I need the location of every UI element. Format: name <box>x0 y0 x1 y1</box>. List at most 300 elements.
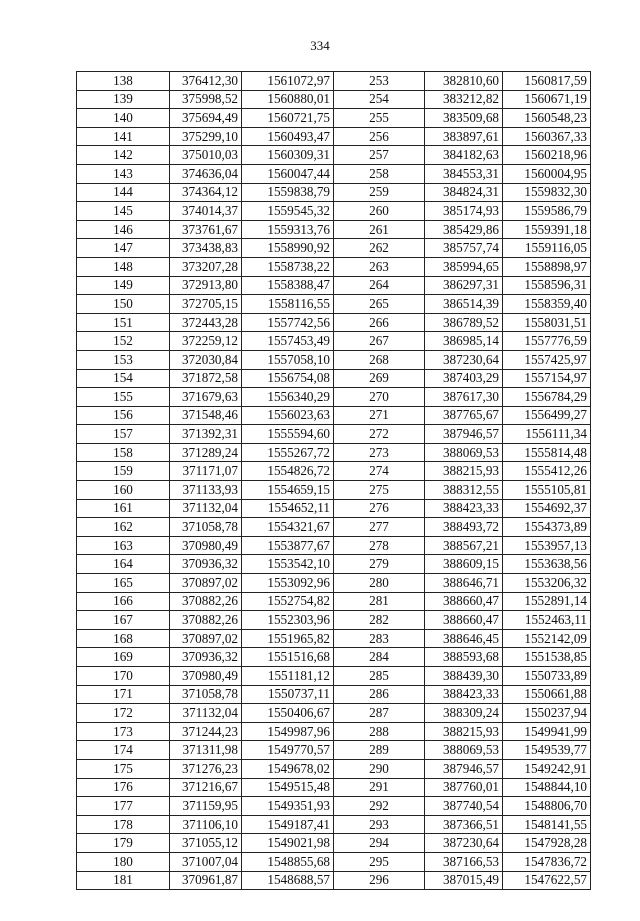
point-number-cell: 275 <box>334 481 425 500</box>
table-row <box>77 443 591 462</box>
y-coordinate-cell: 1560671,19 <box>503 90 591 109</box>
x-coordinate-cell: 370980,49 <box>170 536 242 555</box>
x-coordinate-cell: 385429,86 <box>425 220 503 239</box>
x-coordinate-cell: 388215,93 <box>425 462 503 481</box>
x-coordinate-cell: 371276,23 <box>170 759 242 778</box>
y-coordinate-cell: 1559391,18 <box>503 220 591 239</box>
point-number-cell: 263 <box>334 257 425 276</box>
x-coordinate-cell: 387765,67 <box>425 406 503 425</box>
y-coordinate-cell: 1560493,47 <box>242 127 334 146</box>
table-row <box>77 481 591 500</box>
table-row <box>77 313 591 332</box>
point-number-cell: 278 <box>334 536 425 555</box>
point-number-cell: 256 <box>334 127 425 146</box>
point-number-cell: 265 <box>334 295 425 314</box>
table-row <box>77 648 591 667</box>
table-row <box>77 871 591 890</box>
y-coordinate-cell: 1552303,96 <box>242 611 334 630</box>
table-row <box>77 90 591 109</box>
x-coordinate-cell: 371058,78 <box>170 518 242 537</box>
x-coordinate-cell: 387166,53 <box>425 852 503 871</box>
table-row <box>77 555 591 574</box>
table-row <box>77 425 591 444</box>
x-coordinate-cell: 388309,24 <box>425 704 503 723</box>
x-coordinate-cell: 371216,67 <box>170 778 242 797</box>
point-number-cell: 260 <box>334 202 425 221</box>
x-coordinate-cell: 370897,02 <box>170 629 242 648</box>
y-coordinate-cell: 1556784,29 <box>503 388 591 407</box>
x-coordinate-cell: 371159,95 <box>170 797 242 816</box>
point-number-cell: 149 <box>77 276 170 295</box>
table-row <box>77 202 591 221</box>
y-coordinate-cell: 1559586,79 <box>503 202 591 221</box>
x-coordinate-cell: 371244,23 <box>170 722 242 741</box>
point-number-cell: 261 <box>334 220 425 239</box>
y-coordinate-cell: 1556499,27 <box>503 406 591 425</box>
table-row <box>77 239 591 258</box>
x-coordinate-cell: 371007,04 <box>170 852 242 871</box>
x-coordinate-cell: 384824,31 <box>425 183 503 202</box>
point-number-cell: 174 <box>77 741 170 760</box>
table-row <box>77 778 591 797</box>
y-coordinate-cell: 1554826,72 <box>242 462 334 481</box>
y-coordinate-cell: 1557453,49 <box>242 332 334 351</box>
y-coordinate-cell: 1554652,11 <box>242 499 334 518</box>
table-row <box>77 815 591 834</box>
y-coordinate-cell: 1549539,77 <box>503 741 591 760</box>
x-coordinate-cell: 371132,04 <box>170 499 242 518</box>
y-coordinate-cell: 1552142,09 <box>503 629 591 648</box>
y-coordinate-cell: 1551516,68 <box>242 648 334 667</box>
x-coordinate-cell: 388567,21 <box>425 536 503 555</box>
y-coordinate-cell: 1560721,75 <box>242 109 334 128</box>
x-coordinate-cell: 384182,63 <box>425 146 503 165</box>
x-coordinate-cell: 374364,12 <box>170 183 242 202</box>
y-coordinate-cell: 1557058,10 <box>242 350 334 369</box>
y-coordinate-cell: 1558031,51 <box>503 313 591 332</box>
y-coordinate-cell: 1557425,97 <box>503 350 591 369</box>
x-coordinate-cell: 373761,67 <box>170 220 242 239</box>
point-number-cell: 170 <box>77 667 170 686</box>
x-coordinate-cell: 372030,84 <box>170 350 242 369</box>
y-coordinate-cell: 1557154,97 <box>503 369 591 388</box>
y-coordinate-cell: 1559838,79 <box>242 183 334 202</box>
point-number-cell: 258 <box>334 164 425 183</box>
point-number-cell: 288 <box>334 722 425 741</box>
y-coordinate-cell: 1555412,26 <box>503 462 591 481</box>
point-number-cell: 175 <box>77 759 170 778</box>
table-row <box>77 611 591 630</box>
point-number-cell: 164 <box>77 555 170 574</box>
y-coordinate-cell: 1553542,10 <box>242 555 334 574</box>
x-coordinate-cell: 387015,49 <box>425 871 503 890</box>
y-coordinate-cell: 1559116,05 <box>503 239 591 258</box>
x-coordinate-cell: 370897,02 <box>170 574 242 593</box>
y-coordinate-cell: 1560004,95 <box>503 164 591 183</box>
y-coordinate-cell: 1553638,56 <box>503 555 591 574</box>
point-number-cell: 178 <box>77 815 170 834</box>
y-coordinate-cell: 1560218,96 <box>503 146 591 165</box>
y-coordinate-cell: 1548806,70 <box>503 797 591 816</box>
coordinates-table <box>76 71 591 890</box>
point-number-cell: 294 <box>334 834 425 853</box>
point-number-cell: 139 <box>77 90 170 109</box>
table-row <box>77 406 591 425</box>
y-coordinate-cell: 1555105,81 <box>503 481 591 500</box>
point-number-cell: 287 <box>334 704 425 723</box>
y-coordinate-cell: 1558388,47 <box>242 276 334 295</box>
x-coordinate-cell: 386297,31 <box>425 276 503 295</box>
x-coordinate-cell: 388660,47 <box>425 611 503 630</box>
y-coordinate-cell: 1550661,88 <box>503 685 591 704</box>
point-number-cell: 162 <box>77 518 170 537</box>
y-coordinate-cell: 1560880,01 <box>242 90 334 109</box>
x-coordinate-cell: 371679,63 <box>170 388 242 407</box>
point-number-cell: 290 <box>334 759 425 778</box>
table-row <box>77 462 591 481</box>
point-number-cell: 284 <box>334 648 425 667</box>
x-coordinate-cell: 370882,26 <box>170 611 242 630</box>
y-coordinate-cell: 1559832,30 <box>503 183 591 202</box>
point-number-cell: 161 <box>77 499 170 518</box>
x-coordinate-cell: 387403,29 <box>425 369 503 388</box>
table-row <box>77 109 591 128</box>
x-coordinate-cell: 372705,15 <box>170 295 242 314</box>
y-coordinate-cell: 1559313,76 <box>242 220 334 239</box>
x-coordinate-cell: 370882,26 <box>170 592 242 611</box>
y-coordinate-cell: 1554321,67 <box>242 518 334 537</box>
point-number-cell: 269 <box>334 369 425 388</box>
point-number-cell: 151 <box>77 313 170 332</box>
y-coordinate-cell: 1551181,12 <box>242 667 334 686</box>
table-row <box>77 183 591 202</box>
point-number-cell: 157 <box>77 425 170 444</box>
table-row <box>77 388 591 407</box>
table-row <box>77 722 591 741</box>
x-coordinate-cell: 372443,28 <box>170 313 242 332</box>
x-coordinate-cell: 375299,10 <box>170 127 242 146</box>
y-coordinate-cell: 1558898,97 <box>503 257 591 276</box>
point-number-cell: 177 <box>77 797 170 816</box>
x-coordinate-cell: 386789,52 <box>425 313 503 332</box>
table-row <box>77 704 591 723</box>
x-coordinate-cell: 371548,46 <box>170 406 242 425</box>
point-number-cell: 272 <box>334 425 425 444</box>
point-number-cell: 150 <box>77 295 170 314</box>
y-coordinate-cell: 1553092,96 <box>242 574 334 593</box>
point-number-cell: 295 <box>334 852 425 871</box>
x-coordinate-cell: 372259,12 <box>170 332 242 351</box>
point-number-cell: 271 <box>334 406 425 425</box>
point-number-cell: 293 <box>334 815 425 834</box>
point-number-cell: 146 <box>77 220 170 239</box>
y-coordinate-cell: 1554659,15 <box>242 481 334 500</box>
point-number-cell: 163 <box>77 536 170 555</box>
point-number-cell: 266 <box>334 313 425 332</box>
y-coordinate-cell: 1552463,11 <box>503 611 591 630</box>
x-coordinate-cell: 374014,37 <box>170 202 242 221</box>
x-coordinate-cell: 387946,57 <box>425 425 503 444</box>
point-number-cell: 291 <box>334 778 425 797</box>
x-coordinate-cell: 388609,15 <box>425 555 503 574</box>
x-coordinate-cell: 371289,24 <box>170 443 242 462</box>
y-coordinate-cell: 1560309,31 <box>242 146 334 165</box>
y-coordinate-cell: 1558738,22 <box>242 257 334 276</box>
point-number-cell: 142 <box>77 146 170 165</box>
x-coordinate-cell: 387617,30 <box>425 388 503 407</box>
x-coordinate-cell: 372913,80 <box>170 276 242 295</box>
point-number-cell: 289 <box>334 741 425 760</box>
table-row <box>77 667 591 686</box>
point-number-cell: 262 <box>334 239 425 258</box>
y-coordinate-cell: 1548688,57 <box>242 871 334 890</box>
x-coordinate-cell: 387946,57 <box>425 759 503 778</box>
y-coordinate-cell: 1558596,31 <box>503 276 591 295</box>
y-coordinate-cell: 1550737,11 <box>242 685 334 704</box>
y-coordinate-cell: 1552891,14 <box>503 592 591 611</box>
point-number-cell: 171 <box>77 685 170 704</box>
y-coordinate-cell: 1557776,59 <box>503 332 591 351</box>
x-coordinate-cell: 383212,82 <box>425 90 503 109</box>
y-coordinate-cell: 1556754,08 <box>242 369 334 388</box>
point-number-cell: 180 <box>77 852 170 871</box>
point-number-cell: 169 <box>77 648 170 667</box>
x-coordinate-cell: 388312,55 <box>425 481 503 500</box>
x-coordinate-cell: 388215,93 <box>425 722 503 741</box>
x-coordinate-cell: 388439,30 <box>425 667 503 686</box>
x-coordinate-cell: 370936,32 <box>170 555 242 574</box>
y-coordinate-cell: 1548141,55 <box>503 815 591 834</box>
x-coordinate-cell: 374636,04 <box>170 164 242 183</box>
x-coordinate-cell: 388423,33 <box>425 685 503 704</box>
y-coordinate-cell: 1555594,60 <box>242 425 334 444</box>
table-row <box>77 146 591 165</box>
point-number-cell: 283 <box>334 629 425 648</box>
point-number-cell: 155 <box>77 388 170 407</box>
point-number-cell: 176 <box>77 778 170 797</box>
x-coordinate-cell: 375998,52 <box>170 90 242 109</box>
x-coordinate-cell: 387230,64 <box>425 350 503 369</box>
y-coordinate-cell: 1549515,48 <box>242 778 334 797</box>
y-coordinate-cell: 1559545,32 <box>242 202 334 221</box>
point-number-cell: 143 <box>77 164 170 183</box>
x-coordinate-cell: 371392,31 <box>170 425 242 444</box>
x-coordinate-cell: 387230,64 <box>425 834 503 853</box>
point-number-cell: 281 <box>334 592 425 611</box>
y-coordinate-cell: 1554373,89 <box>503 518 591 537</box>
x-coordinate-cell: 385757,74 <box>425 239 503 258</box>
y-coordinate-cell: 1561072,97 <box>242 72 334 91</box>
table-row <box>77 592 591 611</box>
point-number-cell: 138 <box>77 72 170 91</box>
y-coordinate-cell: 1548855,68 <box>242 852 334 871</box>
point-number-cell: 167 <box>77 611 170 630</box>
point-number-cell: 267 <box>334 332 425 351</box>
point-number-cell: 160 <box>77 481 170 500</box>
table-row <box>77 629 591 648</box>
y-coordinate-cell: 1550237,94 <box>503 704 591 723</box>
x-coordinate-cell: 371133,93 <box>170 481 242 500</box>
y-coordinate-cell: 1550733,89 <box>503 667 591 686</box>
y-coordinate-cell: 1558990,92 <box>242 239 334 258</box>
point-number-cell: 282 <box>334 611 425 630</box>
point-number-cell: 273 <box>334 443 425 462</box>
y-coordinate-cell: 1555267,72 <box>242 443 334 462</box>
point-number-cell: 158 <box>77 443 170 462</box>
x-coordinate-cell: 388423,33 <box>425 499 503 518</box>
y-coordinate-cell: 1558359,40 <box>503 295 591 314</box>
x-coordinate-cell: 370961,87 <box>170 871 242 890</box>
y-coordinate-cell: 1560367,33 <box>503 127 591 146</box>
point-number-cell: 154 <box>77 369 170 388</box>
point-number-cell: 166 <box>77 592 170 611</box>
y-coordinate-cell: 1556340,29 <box>242 388 334 407</box>
x-coordinate-cell: 370936,32 <box>170 648 242 667</box>
point-number-cell: 285 <box>334 667 425 686</box>
point-number-cell: 181 <box>77 871 170 890</box>
x-coordinate-cell: 385994,65 <box>425 257 503 276</box>
x-coordinate-cell: 375694,49 <box>170 109 242 128</box>
table-row <box>77 759 591 778</box>
x-coordinate-cell: 373438,83 <box>170 239 242 258</box>
point-number-cell: 257 <box>334 146 425 165</box>
point-number-cell: 152 <box>77 332 170 351</box>
y-coordinate-cell: 1549021,98 <box>242 834 334 853</box>
x-coordinate-cell: 371106,10 <box>170 815 242 834</box>
y-coordinate-cell: 1547836,72 <box>503 852 591 871</box>
table-row <box>77 350 591 369</box>
point-number-cell: 141 <box>77 127 170 146</box>
y-coordinate-cell: 1560047,44 <box>242 164 334 183</box>
x-coordinate-cell: 383897,61 <box>425 127 503 146</box>
point-number-cell: 286 <box>334 685 425 704</box>
y-coordinate-cell: 1552754,82 <box>242 592 334 611</box>
table-row <box>77 164 591 183</box>
point-number-cell: 268 <box>334 350 425 369</box>
point-number-cell: 165 <box>77 574 170 593</box>
x-coordinate-cell: 388069,53 <box>425 741 503 760</box>
x-coordinate-cell: 371055,12 <box>170 834 242 853</box>
table-row <box>77 574 591 593</box>
point-number-cell: 296 <box>334 871 425 890</box>
y-coordinate-cell: 1560817,59 <box>503 72 591 91</box>
point-number-cell: 270 <box>334 388 425 407</box>
coordinates-table-body <box>77 72 591 890</box>
y-coordinate-cell: 1549678,02 <box>242 759 334 778</box>
x-coordinate-cell: 371171,07 <box>170 462 242 481</box>
x-coordinate-cell: 371872,58 <box>170 369 242 388</box>
x-coordinate-cell: 373207,28 <box>170 257 242 276</box>
y-coordinate-cell: 1551965,82 <box>242 629 334 648</box>
point-number-cell: 274 <box>334 462 425 481</box>
point-number-cell: 253 <box>334 72 425 91</box>
y-coordinate-cell: 1549941,99 <box>503 722 591 741</box>
point-number-cell: 277 <box>334 518 425 537</box>
y-coordinate-cell: 1549187,41 <box>242 815 334 834</box>
page-number: 334 <box>310 38 330 53</box>
x-coordinate-cell: 388493,72 <box>425 518 503 537</box>
x-coordinate-cell: 388660,47 <box>425 592 503 611</box>
y-coordinate-cell: 1547928,28 <box>503 834 591 853</box>
point-number-cell: 148 <box>77 257 170 276</box>
point-number-cell: 259 <box>334 183 425 202</box>
y-coordinate-cell: 1557742,56 <box>242 313 334 332</box>
table-row <box>77 834 591 853</box>
point-number-cell: 140 <box>77 109 170 128</box>
y-coordinate-cell: 1551538,85 <box>503 648 591 667</box>
table-row <box>77 276 591 295</box>
point-number-cell: 156 <box>77 406 170 425</box>
y-coordinate-cell: 1550406,67 <box>242 704 334 723</box>
x-coordinate-cell: 388646,45 <box>425 629 503 648</box>
point-number-cell: 153 <box>77 350 170 369</box>
table-row <box>77 332 591 351</box>
y-coordinate-cell: 1556023,63 <box>242 406 334 425</box>
table-row <box>77 127 591 146</box>
x-coordinate-cell: 388069,53 <box>425 443 503 462</box>
point-number-cell: 159 <box>77 462 170 481</box>
table-row <box>77 257 591 276</box>
table-row <box>77 518 591 537</box>
point-number-cell: 145 <box>77 202 170 221</box>
point-number-cell: 179 <box>77 834 170 853</box>
x-coordinate-cell: 388593,68 <box>425 648 503 667</box>
x-coordinate-cell: 388646,71 <box>425 574 503 593</box>
x-coordinate-cell: 375010,03 <box>170 146 242 165</box>
table-row <box>77 220 591 239</box>
y-coordinate-cell: 1547622,57 <box>503 871 591 890</box>
y-coordinate-cell: 1549242,91 <box>503 759 591 778</box>
x-coordinate-cell: 385174,93 <box>425 202 503 221</box>
x-coordinate-cell: 382810,60 <box>425 72 503 91</box>
point-number-cell: 264 <box>334 276 425 295</box>
x-coordinate-cell: 387366,51 <box>425 815 503 834</box>
x-coordinate-cell: 376412,30 <box>170 72 242 91</box>
table-row <box>77 295 591 314</box>
table-row <box>77 741 591 760</box>
point-number-cell: 254 <box>334 90 425 109</box>
x-coordinate-cell: 371311,98 <box>170 741 242 760</box>
y-coordinate-cell: 1556111,34 <box>503 425 591 444</box>
y-coordinate-cell: 1548844,10 <box>503 778 591 797</box>
table-row <box>77 685 591 704</box>
point-number-cell: 147 <box>77 239 170 258</box>
table-row <box>77 852 591 871</box>
y-coordinate-cell: 1553877,67 <box>242 536 334 555</box>
table-row <box>77 369 591 388</box>
point-number-cell: 279 <box>334 555 425 574</box>
y-coordinate-cell: 1549987,96 <box>242 722 334 741</box>
point-number-cell: 172 <box>77 704 170 723</box>
y-coordinate-cell: 1554692,37 <box>503 499 591 518</box>
y-coordinate-cell: 1549770,57 <box>242 741 334 760</box>
point-number-cell: 292 <box>334 797 425 816</box>
point-number-cell: 276 <box>334 499 425 518</box>
x-coordinate-cell: 370980,49 <box>170 667 242 686</box>
y-coordinate-cell: 1553957,13 <box>503 536 591 555</box>
x-coordinate-cell: 384553,31 <box>425 164 503 183</box>
table-row <box>77 72 591 91</box>
table-row <box>77 797 591 816</box>
y-coordinate-cell: 1558116,55 <box>242 295 334 314</box>
x-coordinate-cell: 387760,01 <box>425 778 503 797</box>
point-number-cell: 280 <box>334 574 425 593</box>
x-coordinate-cell: 371058,78 <box>170 685 242 704</box>
x-coordinate-cell: 383509,68 <box>425 109 503 128</box>
y-coordinate-cell: 1553206,32 <box>503 574 591 593</box>
y-coordinate-cell: 1555814,48 <box>503 443 591 462</box>
point-number-cell: 168 <box>77 629 170 648</box>
